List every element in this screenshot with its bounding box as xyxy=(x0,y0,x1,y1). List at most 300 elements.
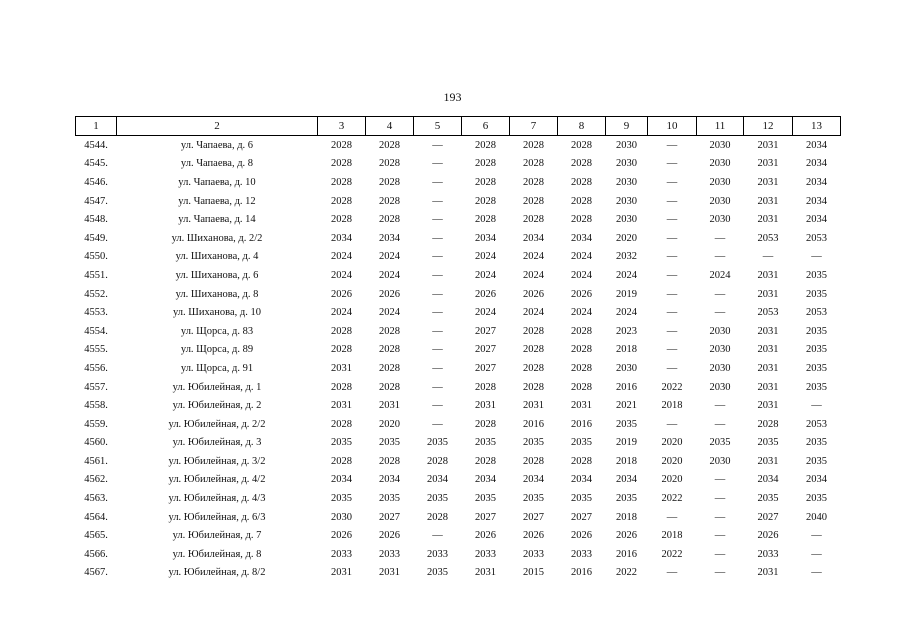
row-number: 4544. xyxy=(84,139,108,151)
address-cell: ул. Юбилейная, д. 8/2 xyxy=(168,567,266,579)
year-cell: 2040 xyxy=(806,511,827,523)
year-cell: 2031 xyxy=(757,214,779,226)
year-cell: — xyxy=(432,530,443,542)
year-cell: 2034 xyxy=(475,474,496,486)
year-cell: 2022 xyxy=(661,381,683,393)
year-cell: — xyxy=(714,232,726,244)
year-cell: 2027 xyxy=(475,325,496,337)
row-number: 4545. xyxy=(84,158,108,170)
year-cell: 2028 xyxy=(475,418,496,430)
year-cell: 2027 xyxy=(757,511,779,523)
year-cell: 2027 xyxy=(379,511,400,523)
year-cell: 2022 xyxy=(616,567,637,579)
column-header: 5 xyxy=(414,117,462,136)
row-number: 4557. xyxy=(84,381,108,393)
year-cell: 2034 xyxy=(475,232,496,244)
year-cell: 2035 xyxy=(806,325,827,337)
year-cell: 2024 xyxy=(475,269,496,281)
year-cell: 2030 xyxy=(709,158,731,170)
year-cell: 2035 xyxy=(523,493,544,505)
year-cell: — xyxy=(714,307,726,319)
year-cell: 2016 xyxy=(571,418,592,430)
year-cell: — xyxy=(432,344,443,356)
year-cell: — xyxy=(432,251,443,263)
year-cell: 2028 xyxy=(571,381,592,393)
row-number: 4552. xyxy=(84,288,108,300)
year-cell: 2034 xyxy=(757,474,779,486)
year-cell: — xyxy=(432,176,443,188)
row-number: 4560. xyxy=(84,437,108,449)
year-cell: — xyxy=(714,567,726,579)
address-cell: ул. Чапаева, д. 14 xyxy=(178,214,256,226)
year-cell: 2024 xyxy=(523,307,544,319)
year-cell: 2035 xyxy=(523,437,544,449)
year-cell: 2024 xyxy=(616,269,637,281)
column-header: 7 xyxy=(510,117,558,136)
year-cell: 2021 xyxy=(616,400,637,412)
column-header: 4 xyxy=(366,117,414,136)
year-cell: 2035 xyxy=(806,288,827,300)
year-cell: 2033 xyxy=(379,548,400,560)
year-cell: 2035 xyxy=(331,437,352,449)
year-cell: 2035 xyxy=(806,344,827,356)
year-cell: 2028 xyxy=(571,455,592,467)
row-number: 4561. xyxy=(84,455,108,467)
year-cell: 2030 xyxy=(709,455,731,467)
year-cell: 2028 xyxy=(523,195,544,207)
column-header: 10 xyxy=(648,117,697,136)
year-cell: — xyxy=(432,362,443,374)
row-number: 4566. xyxy=(84,548,108,560)
year-cell: 2028 xyxy=(331,139,352,151)
year-cell: 2035 xyxy=(427,437,448,449)
year-cell: 2028 xyxy=(331,455,352,467)
table-row xyxy=(76,266,841,285)
year-cell: 2031 xyxy=(757,567,779,579)
table-row xyxy=(76,322,841,341)
year-cell: 2034 xyxy=(806,139,827,151)
year-cell: 2026 xyxy=(523,530,544,542)
year-cell: 2028 xyxy=(475,455,496,467)
year-cell: 2034 xyxy=(806,158,827,170)
year-cell: 2028 xyxy=(331,344,352,356)
year-cell: 2019 xyxy=(616,288,637,300)
year-cell: 2034 xyxy=(616,474,637,486)
year-cell: 2034 xyxy=(571,232,592,244)
address-cell: ул. Чапаева, д. 10 xyxy=(178,176,256,188)
year-cell: 2053 xyxy=(806,418,827,430)
year-cell: 2028 xyxy=(523,214,544,226)
address-cell: ул. Чапаева, д. 8 xyxy=(180,158,254,170)
year-cell: — xyxy=(432,400,443,412)
year-cell: 2028 xyxy=(571,214,592,226)
year-cell: 2030 xyxy=(616,214,637,226)
column-header: 1 xyxy=(76,117,117,136)
year-cell: 2028 xyxy=(427,511,448,523)
table-row xyxy=(76,210,841,229)
year-cell: 2015 xyxy=(523,567,544,579)
row-number: 4555. xyxy=(84,344,108,356)
year-cell: 2028 xyxy=(523,325,544,337)
year-cell: 2031 xyxy=(757,139,779,151)
year-cell: — xyxy=(666,195,678,207)
year-cell: 2053 xyxy=(757,307,779,319)
year-cell: 2035 xyxy=(331,493,352,505)
year-cell: 2026 xyxy=(475,288,496,300)
year-cell: 2034 xyxy=(806,195,827,207)
year-cell: 2024 xyxy=(475,251,496,263)
year-cell: 2031 xyxy=(379,567,400,579)
year-cell: 2031 xyxy=(757,325,779,337)
year-cell: — xyxy=(432,307,443,319)
year-cell: 2035 xyxy=(379,437,400,449)
year-cell: 2028 xyxy=(571,325,592,337)
year-cell: 2018 xyxy=(661,400,683,412)
row-number: 4551. xyxy=(84,269,108,281)
column-header: 11 xyxy=(697,117,744,136)
year-cell: 2035 xyxy=(475,493,496,505)
year-cell: 2030 xyxy=(709,344,731,356)
year-cell: — xyxy=(714,493,726,505)
year-cell: 2026 xyxy=(757,530,779,542)
year-cell: — xyxy=(666,176,678,188)
year-cell: 2020 xyxy=(661,474,683,486)
year-cell: — xyxy=(666,158,678,170)
year-cell: 2035 xyxy=(806,381,827,393)
column-header: 9 xyxy=(606,117,648,136)
year-cell: 2016 xyxy=(523,418,544,430)
year-cell: 2031 xyxy=(331,362,352,374)
year-cell: 2026 xyxy=(523,288,544,300)
header-row xyxy=(76,117,841,136)
year-cell: 2034 xyxy=(427,474,448,486)
year-cell: 2028 xyxy=(379,455,400,467)
table-row xyxy=(76,378,841,397)
table-row xyxy=(76,452,841,471)
row-number: 4559. xyxy=(84,418,108,430)
year-cell: 2016 xyxy=(616,381,637,393)
year-cell: 2026 xyxy=(475,530,496,542)
year-cell: 2024 xyxy=(331,251,352,263)
year-cell: 2024 xyxy=(379,307,400,319)
year-cell: 2028 xyxy=(571,139,592,151)
address-cell: ул. Шиханова, д. 8 xyxy=(175,288,259,300)
table-row xyxy=(76,136,841,155)
address-cell: ул. Юбилейная, д. 2 xyxy=(172,400,262,412)
year-cell: — xyxy=(811,548,822,560)
year-cell: — xyxy=(432,381,443,393)
year-cell: 2028 xyxy=(379,325,400,337)
year-cell: 2033 xyxy=(331,548,352,560)
year-cell: — xyxy=(666,344,678,356)
year-cell: 2031 xyxy=(757,158,779,170)
year-cell: 2024 xyxy=(331,269,352,281)
year-cell: 2034 xyxy=(806,214,827,226)
year-cell: 2020 xyxy=(616,232,637,244)
row-number: 4565. xyxy=(84,530,108,542)
year-cell: 2024 xyxy=(475,307,496,319)
row-number: 4558. xyxy=(84,400,108,412)
year-cell: — xyxy=(714,288,726,300)
address-cell: ул. Юбилейная, д. 4/3 xyxy=(168,493,266,505)
table-row xyxy=(76,434,841,453)
year-cell: 2032 xyxy=(616,251,637,263)
column-header: 3 xyxy=(318,117,366,136)
year-cell: 2033 xyxy=(757,548,779,560)
row-number: 4550. xyxy=(84,251,108,263)
page-number: 193 xyxy=(443,90,462,104)
year-cell: 2028 xyxy=(379,381,400,393)
year-cell: 2028 xyxy=(379,344,400,356)
year-cell: 2028 xyxy=(331,325,352,337)
year-cell: 2024 xyxy=(571,307,592,319)
year-cell: 2026 xyxy=(571,288,592,300)
year-cell: 2024 xyxy=(523,269,544,281)
year-cell: 2019 xyxy=(616,437,637,449)
year-cell: — xyxy=(762,251,774,263)
year-cell: 2034 xyxy=(331,232,352,244)
year-cell: 2030 xyxy=(616,362,637,374)
year-cell: 2028 xyxy=(475,381,496,393)
year-cell: 2028 xyxy=(427,455,448,467)
year-cell: 2035 xyxy=(806,362,827,374)
year-cell: 2035 xyxy=(806,437,827,449)
column-header: 2 xyxy=(117,117,318,136)
year-cell: 2020 xyxy=(661,437,683,449)
year-cell: 2024 xyxy=(331,307,352,319)
year-cell: 2031 xyxy=(757,288,779,300)
year-cell: — xyxy=(666,511,678,523)
year-cell: 2034 xyxy=(379,232,400,244)
year-cell: 2028 xyxy=(523,176,544,188)
year-cell: 2030 xyxy=(709,195,731,207)
row-number: 4548. xyxy=(84,214,108,226)
year-cell: 2035 xyxy=(475,437,496,449)
table-row xyxy=(76,489,841,508)
year-cell: 2022 xyxy=(661,548,683,560)
year-cell: 2024 xyxy=(709,269,731,281)
year-cell: — xyxy=(666,418,678,430)
year-cell: 2030 xyxy=(331,511,352,523)
year-cell: 2031 xyxy=(757,176,779,188)
year-cell: 2028 xyxy=(379,139,400,151)
year-cell: 2030 xyxy=(709,362,731,374)
year-cell: 2031 xyxy=(379,400,400,412)
table-row xyxy=(76,303,841,322)
year-cell: — xyxy=(714,418,726,430)
year-cell: 2030 xyxy=(616,195,637,207)
year-cell: 2030 xyxy=(709,139,731,151)
address-cell: ул. Юбилейная, д. 7 xyxy=(172,530,262,542)
year-cell: 2034 xyxy=(331,474,352,486)
year-cell: 2028 xyxy=(571,344,592,356)
year-cell: 2030 xyxy=(616,158,637,170)
table-row xyxy=(76,285,841,304)
column-header: 8 xyxy=(558,117,606,136)
year-cell: 2028 xyxy=(475,158,496,170)
year-cell: 2035 xyxy=(757,437,779,449)
row-number: 4554. xyxy=(84,325,108,337)
year-cell: 2035 xyxy=(616,493,637,505)
year-cell: 2031 xyxy=(757,195,779,207)
year-cell: 2033 xyxy=(523,548,544,560)
year-cell: 2031 xyxy=(757,400,779,412)
table-row xyxy=(76,396,841,415)
year-cell: 2028 xyxy=(475,195,496,207)
year-cell: 2028 xyxy=(571,362,592,374)
year-cell: 2028 xyxy=(523,455,544,467)
year-cell: 2028 xyxy=(379,176,400,188)
year-cell: 2035 xyxy=(806,269,827,281)
year-cell: 2028 xyxy=(331,158,352,170)
year-cell: 2018 xyxy=(616,344,637,356)
year-cell: — xyxy=(714,251,726,263)
year-cell: — xyxy=(714,530,726,542)
year-cell: — xyxy=(714,548,726,560)
year-cell: — xyxy=(432,325,443,337)
year-cell: 2053 xyxy=(757,232,779,244)
year-cell: — xyxy=(666,214,678,226)
table-row xyxy=(76,341,841,360)
year-cell: 2020 xyxy=(379,418,400,430)
row-number: 4567. xyxy=(84,567,108,579)
year-cell: 2028 xyxy=(475,176,496,188)
year-cell: 2035 xyxy=(427,493,448,505)
year-cell: — xyxy=(432,269,443,281)
table-row xyxy=(76,248,841,267)
year-cell: — xyxy=(666,288,678,300)
year-cell: — xyxy=(432,232,443,244)
year-cell: 2024 xyxy=(571,251,592,263)
address-cell: ул. Юбилейная, д. 6/3 xyxy=(168,511,266,523)
row-number: 4549. xyxy=(84,232,108,244)
table-row xyxy=(76,229,841,248)
year-cell: 2030 xyxy=(709,176,731,188)
year-cell: 2027 xyxy=(475,362,496,374)
year-cell: 2035 xyxy=(427,567,448,579)
year-cell: 2028 xyxy=(331,381,352,393)
year-cell: 2028 xyxy=(379,195,400,207)
row-number: 4556. xyxy=(84,362,108,374)
year-cell: 2035 xyxy=(709,437,731,449)
year-cell: — xyxy=(432,214,443,226)
column-header: 6 xyxy=(462,117,510,136)
column-header: 13 xyxy=(793,117,841,136)
year-cell: 2035 xyxy=(757,493,779,505)
year-cell: 2031 xyxy=(757,362,779,374)
year-cell: 2030 xyxy=(709,214,731,226)
year-cell: 2024 xyxy=(616,307,637,319)
year-cell: — xyxy=(666,232,678,244)
year-cell: — xyxy=(714,474,726,486)
row-number: 4563. xyxy=(84,493,108,505)
year-cell: 2026 xyxy=(379,530,400,542)
year-cell: — xyxy=(666,269,678,281)
year-cell: — xyxy=(811,400,822,412)
year-cell: 2034 xyxy=(806,474,827,486)
row-number: 4562. xyxy=(84,474,108,486)
year-cell: — xyxy=(432,158,443,170)
year-cell: 2030 xyxy=(616,176,637,188)
year-cell: 2026 xyxy=(616,530,637,542)
year-cell: 2028 xyxy=(331,195,352,207)
year-cell: 2028 xyxy=(571,158,592,170)
address-cell: ул. Юбилейная, д. 1 xyxy=(172,381,262,393)
column-header: 12 xyxy=(744,117,793,136)
row-number: 4547. xyxy=(84,195,108,207)
year-cell: — xyxy=(714,511,726,523)
year-cell: 2028 xyxy=(379,362,400,374)
address-cell: ул. Шиханова, д. 2/2 xyxy=(171,232,263,244)
year-cell: 2028 xyxy=(331,176,352,188)
year-cell: 2035 xyxy=(806,493,827,505)
year-cell: 2016 xyxy=(571,567,592,579)
year-cell: 2018 xyxy=(616,455,637,467)
year-cell: 2031 xyxy=(331,567,352,579)
address-cell: ул. Чапаева, д. 12 xyxy=(178,195,256,207)
table-row xyxy=(76,508,841,527)
address-cell: ул. Щорса, д. 89 xyxy=(180,344,254,356)
year-cell: 2026 xyxy=(331,530,352,542)
year-cell: 2028 xyxy=(379,214,400,226)
year-cell: — xyxy=(666,251,678,263)
year-cell: 2033 xyxy=(427,548,448,560)
year-cell: 2028 xyxy=(523,158,544,170)
year-cell: 2028 xyxy=(475,139,496,151)
table-body xyxy=(76,136,841,583)
address-cell: ул. Юбилейная, д. 2/2 xyxy=(168,418,266,430)
year-cell: 2028 xyxy=(523,344,544,356)
year-cell: 2028 xyxy=(523,139,544,151)
table-row xyxy=(76,155,841,174)
year-cell: 2035 xyxy=(571,437,592,449)
year-cell: 2018 xyxy=(616,511,637,523)
year-cell: 2030 xyxy=(709,381,731,393)
year-cell: 2033 xyxy=(571,548,592,560)
year-cell: 2024 xyxy=(523,251,544,263)
table-row xyxy=(76,415,841,434)
year-cell: — xyxy=(432,288,443,300)
address-cell: ул. Щорса, д. 91 xyxy=(180,362,254,374)
year-cell: 2030 xyxy=(709,325,731,337)
year-cell: 2034 xyxy=(523,474,544,486)
address-cell: ул. Юбилейная, д. 4/2 xyxy=(168,474,266,486)
year-cell: — xyxy=(666,325,678,337)
table-row xyxy=(76,173,841,192)
table-row xyxy=(76,545,841,564)
year-cell: 2034 xyxy=(523,232,544,244)
year-cell: 2031 xyxy=(331,400,352,412)
year-cell: 2024 xyxy=(379,251,400,263)
year-cell: 2053 xyxy=(806,307,827,319)
year-cell: 2035 xyxy=(616,418,637,430)
address-cell: ул. Юбилейная, д. 8 xyxy=(172,548,262,560)
year-cell: 2053 xyxy=(806,232,827,244)
address-cell: ул. Шиханова, д. 6 xyxy=(175,269,259,281)
row-number: 4553. xyxy=(84,307,108,319)
year-cell: 2028 xyxy=(379,158,400,170)
table-row xyxy=(76,192,841,211)
year-cell: 2031 xyxy=(475,400,496,412)
year-cell: — xyxy=(811,530,822,542)
year-cell: 2023 xyxy=(616,325,637,337)
year-cell: 2028 xyxy=(523,381,544,393)
year-cell: 2031 xyxy=(757,455,779,467)
year-cell: 2031 xyxy=(757,269,779,281)
year-cell: 2034 xyxy=(379,474,400,486)
year-cell: — xyxy=(811,251,822,263)
year-cell: 2034 xyxy=(806,176,827,188)
